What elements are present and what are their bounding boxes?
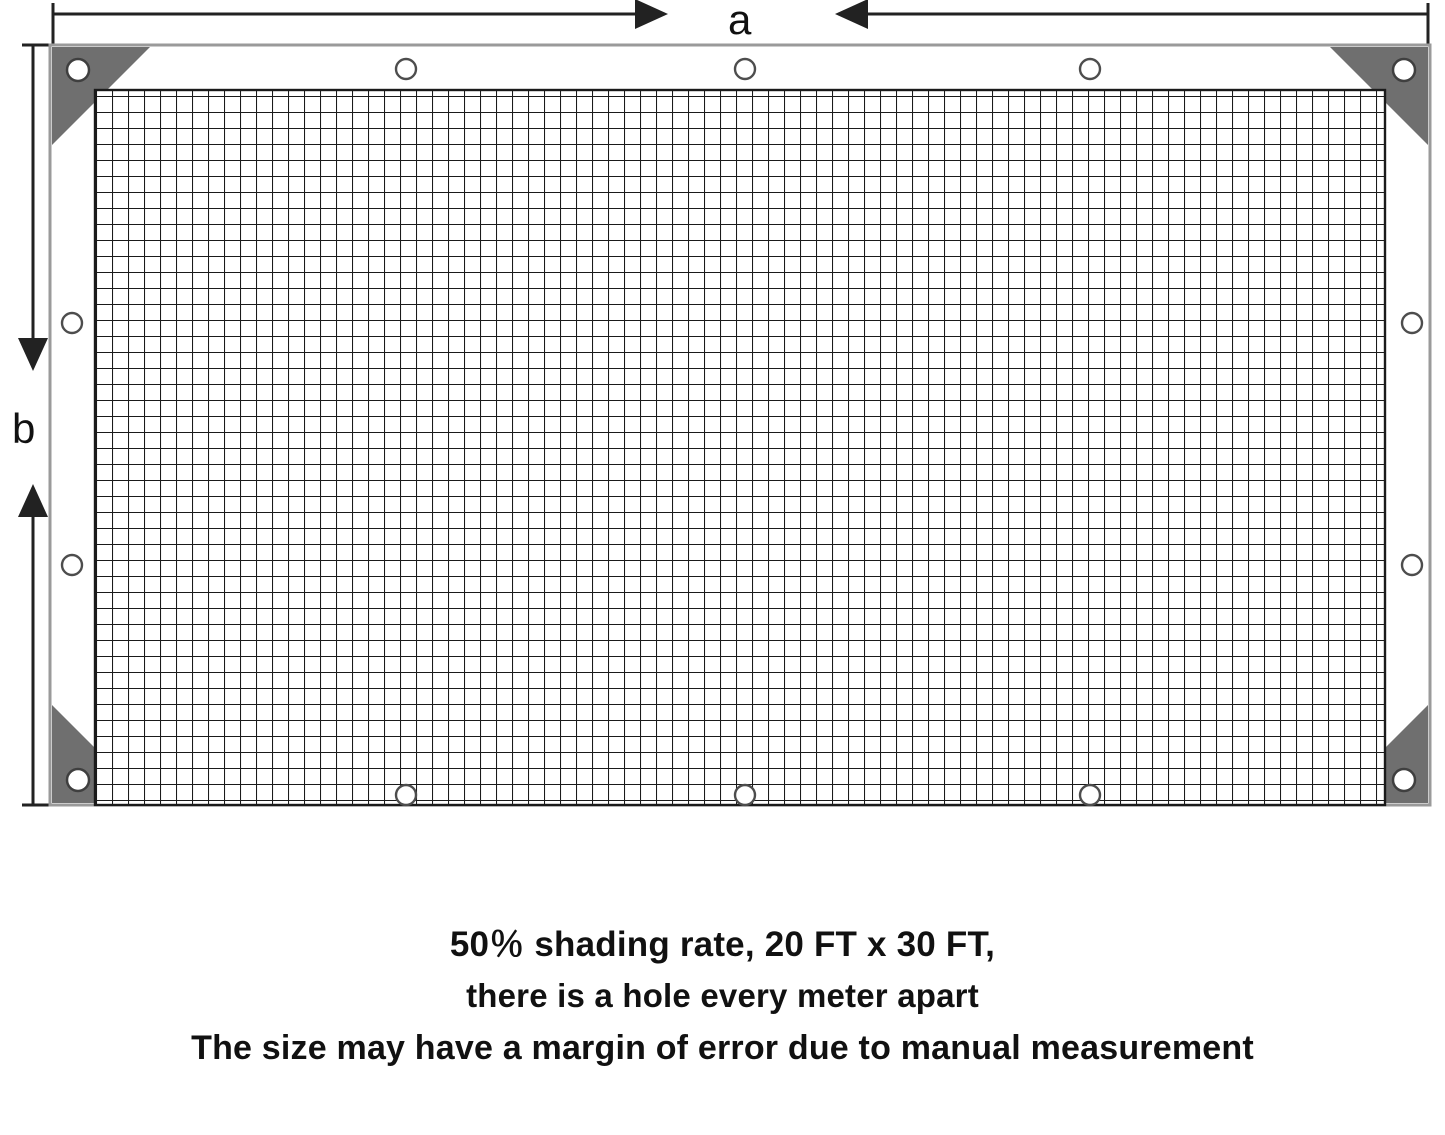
mesh-fabric-area	[95, 90, 1385, 805]
height-dimension-label: b	[12, 405, 36, 452]
shade-cloth-panel	[50, 45, 1430, 805]
caption-line-hole-spacing: there is a hole every meter apart	[466, 977, 979, 1014]
width-dimension-label: a	[728, 0, 752, 43]
grommet-corner-bottom-right	[1393, 769, 1415, 791]
caption-line-shading-rate: 50％ shading rate, 20 FT x 30 FT,	[449, 925, 996, 964]
grommet-corner-bottom-left	[67, 769, 89, 791]
grommet-corner-top-left	[67, 59, 89, 81]
caption-line-measurement-note: The size may have a margin of error due to manual measurement	[191, 1029, 1254, 1067]
grommet-corner-top-right	[1393, 59, 1415, 81]
caption-block	[0, 920, 1445, 1074]
